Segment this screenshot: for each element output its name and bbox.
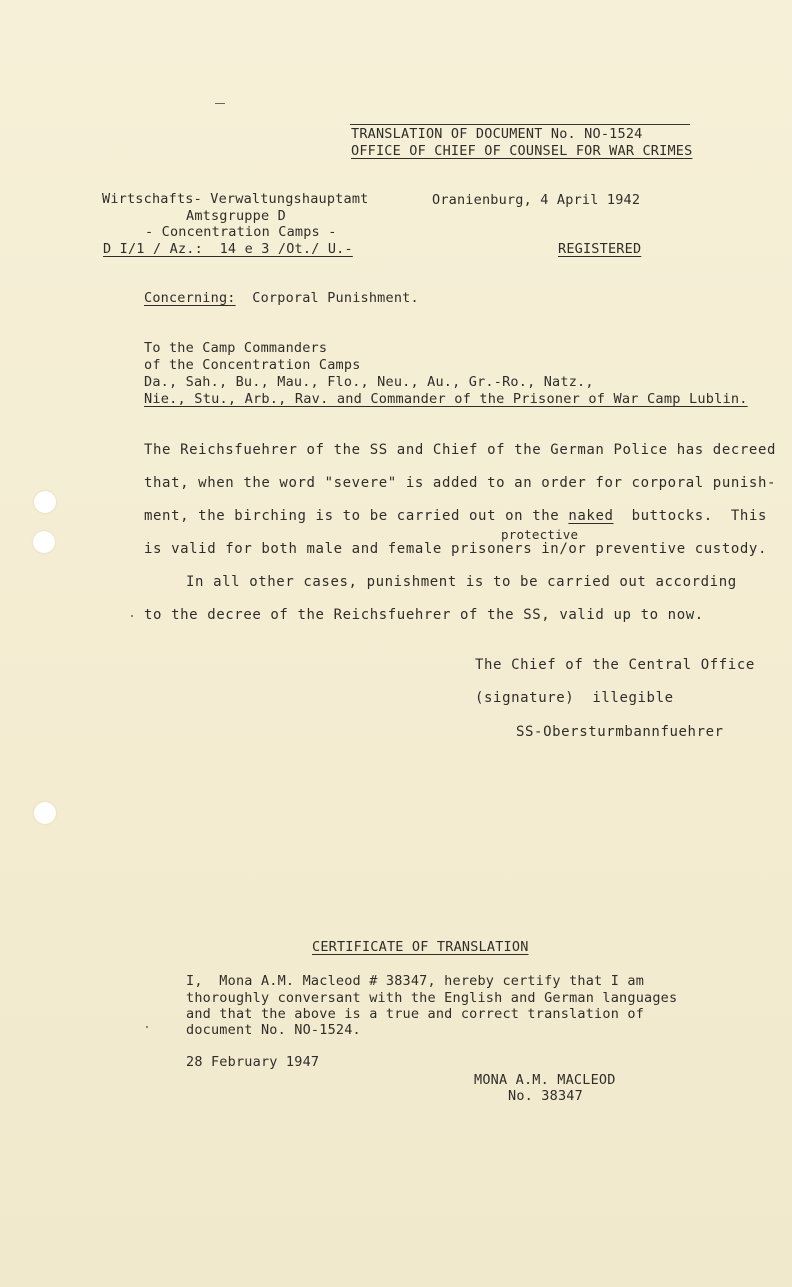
- signature-title: The Chief of the Central Office: [475, 657, 755, 673]
- header-office-title: OFFICE OF CHIEF OF COUNSEL FOR WAR CRIMES: [351, 143, 693, 159]
- body-p1-line-3-c: buttocks. This: [631, 508, 768, 524]
- registered-stamp: REGISTERED: [558, 241, 642, 257]
- certificate-title: CERTIFICATE OF TRANSLATION: [312, 939, 529, 955]
- stray-dot-cert: [146, 1026, 148, 1028]
- certificate-line-1: I, Mona A.M. Macleod # 38347, hereby certify that I am: [186, 973, 645, 989]
- certificate-line-2: thoroughly conversant with the English and German languages: [186, 990, 678, 1006]
- body-p2-line-1: In all other cases, punishment is to be carried out according: [186, 574, 737, 590]
- addressees-line-3: Da., Sah., Bu., Mau., Flo., Neu., Au., Gr.-Ro., Natz.,: [144, 374, 594, 390]
- header-top-rule: [350, 124, 690, 125]
- header-translation-title: TRANSLATION OF DOCUMENT No. NO-1524: [351, 126, 643, 142]
- body-naked-word: naked: [568, 508, 614, 524]
- body-p2-line-2: to the decree of the Reichsfuehrer of the SS, valid up to now.: [144, 607, 704, 623]
- body-p1-line-3-a: ment, the birching is to be carried out on the: [144, 508, 560, 524]
- addressees-line-1: To the Camp Commanders: [144, 340, 328, 356]
- concerning-text: Corporal Punishment.: [252, 290, 419, 306]
- sender-group: Amtsgruppe D: [186, 208, 286, 224]
- punch-hole-top: [34, 491, 56, 513]
- concerning-line: [144, 290, 419, 306]
- concerning-label: Concerning:: [144, 290, 236, 306]
- signature-illegible: (signature) illegible: [475, 690, 674, 706]
- certificate-line-4: document No. NO-1524.: [186, 1022, 361, 1038]
- punch-hole-middle: [33, 531, 55, 553]
- punch-hole-bottom: [34, 802, 56, 824]
- stray-mark-top: [215, 103, 225, 104]
- certificate-signer-name: MONA A.M. MACLEOD: [474, 1072, 616, 1088]
- signature-rank: SS-Obersturmbannfuehrer: [516, 724, 724, 740]
- addressees-line-4: Nie., Stu., Arb., Rav. and Commander of the Prisoner of War Camp Lublin.: [144, 391, 748, 407]
- sender-reference: D I/1 / Az.: 14 e 3 /Ot./ U.-: [103, 241, 353, 257]
- body-p1-line-4: is valid for both male and female prisoners in/or preventive custody.: [144, 541, 767, 557]
- addressees-line-2: of the Concentration Camps: [144, 357, 361, 373]
- body-insert-protective: protective: [501, 527, 579, 542]
- body-p1-line-3: [144, 508, 767, 524]
- certificate-date: 28 February 1947: [186, 1054, 320, 1070]
- stray-dot-left: [131, 615, 133, 617]
- body-p1-line-1: The Reichsfuehrer of the SS and Chief of the German Police has decreed: [144, 442, 777, 458]
- certificate-signer-number: No. 38347: [508, 1088, 583, 1104]
- body-p1-line-2: that, when the word "severe" is added to an order for corporal punish-: [144, 475, 777, 491]
- place-date: Oranienburg, 4 April 1942: [432, 192, 641, 208]
- sender-division: - Concentration Camps -: [145, 224, 337, 240]
- sender-agency: Wirtschafts- Verwaltungshauptamt: [102, 191, 369, 207]
- certificate-line-3: and that the above is a true and correct translation of: [186, 1006, 645, 1022]
